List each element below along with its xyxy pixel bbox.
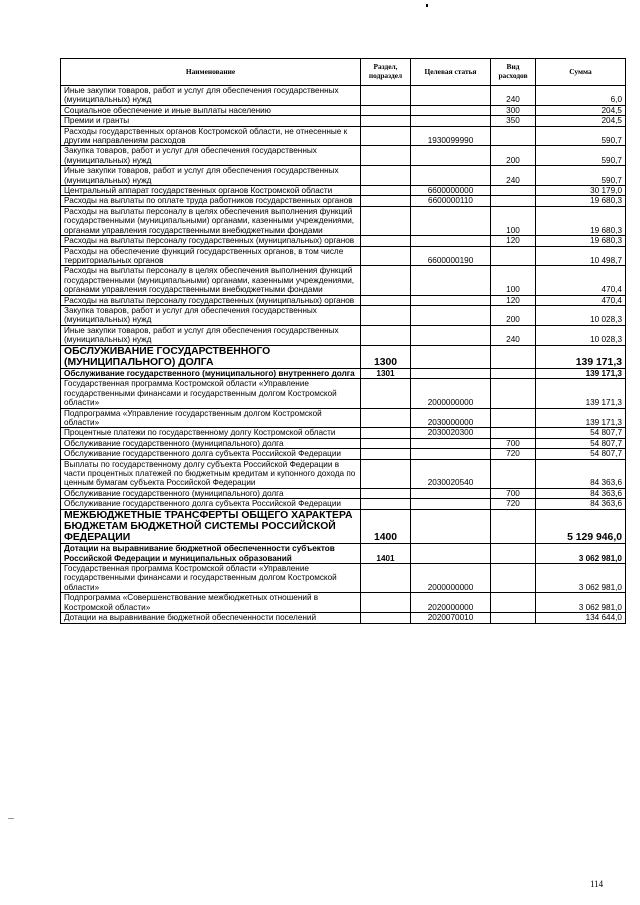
cell-section	[361, 295, 411, 305]
cell-name: Расходы на выплаты персоналу в целях обеспечения выполнения функций государственными (муниципальными) органами, казенными учреждениями, органами управления государственными внебюджетными фондами	[61, 266, 361, 295]
cell-section	[361, 146, 411, 166]
header-target: Целевая статья	[411, 59, 491, 86]
cell-section	[361, 186, 411, 196]
cell-name: Обслуживание государственного долга субъекта Российской Федерации	[61, 449, 361, 459]
cell-target	[411, 449, 491, 459]
cell-target: 2030020300	[411, 428, 491, 438]
table-row	[61, 305, 626, 325]
cell-expense-type: 200	[491, 305, 536, 325]
cell-expense-type: 700	[491, 438, 536, 448]
cell-expense-type	[491, 613, 536, 623]
cell-name: Обслуживание государственного (муниципального) долга	[61, 488, 361, 498]
table-row	[61, 325, 626, 345]
cell-amount: 5 129 946,0	[536, 509, 626, 544]
cell-section	[361, 105, 411, 115]
cell-amount: 84 363,6	[536, 459, 626, 488]
cell-target	[411, 236, 491, 246]
cell-name: Социальное обеспечение и иные выплаты населению	[61, 105, 361, 115]
cell-target	[411, 438, 491, 448]
table-row	[61, 449, 626, 459]
budget-table	[60, 58, 626, 624]
cell-amount: 134 644,0	[536, 613, 626, 623]
cell-section	[361, 325, 411, 345]
cell-amount: 19 680,3	[536, 196, 626, 206]
cell-name: Иные закупки товаров, работ и услуг для обеспечения государственных (муниципальных) нужд	[61, 325, 361, 345]
scan-speck	[426, 4, 428, 7]
table-row	[61, 196, 626, 206]
table-header-row	[61, 59, 626, 86]
cell-expense-type	[491, 126, 536, 146]
cell-target: 6600000190	[411, 246, 491, 266]
cell-section	[361, 408, 411, 428]
table-row	[61, 544, 626, 564]
table-row	[61, 166, 626, 186]
cell-section: 1401	[361, 544, 411, 564]
cell-target	[411, 266, 491, 295]
cell-section	[361, 459, 411, 488]
cell-amount: 10 498,7	[536, 246, 626, 266]
table-row	[61, 379, 626, 408]
cell-target	[411, 499, 491, 509]
cell-amount: 590,7	[536, 146, 626, 166]
cell-expense-type: 100	[491, 266, 536, 295]
table-row	[61, 488, 626, 498]
cell-name: Государственная программа Костромской области «Управление государственными финансами и государственным долгом Костромской области»	[61, 564, 361, 593]
cell-expense-type	[491, 186, 536, 196]
cell-amount: 590,7	[536, 166, 626, 186]
cell-expense-type: 100	[491, 206, 536, 235]
cell-expense-type	[491, 509, 536, 544]
cell-target: 2000000000	[411, 379, 491, 408]
cell-section	[361, 379, 411, 408]
cell-section	[361, 116, 411, 126]
cell-name: Иные закупки товаров, работ и услуг для обеспечения государственных (муниципальных) нужд	[61, 166, 361, 186]
cell-expense-type: 720	[491, 449, 536, 459]
cell-amount: 30 179,0	[536, 186, 626, 196]
cell-section	[361, 499, 411, 509]
cell-expense-type: 200	[491, 146, 536, 166]
cell-amount: 3 062 981,0	[536, 544, 626, 564]
cell-amount: 139 171,3	[536, 408, 626, 428]
cell-name: Процентные платежи по государственному долгу Костромской области	[61, 428, 361, 438]
cell-name: Центральный аппарат государственных органов Костромской области	[61, 186, 361, 196]
cell-expense-type: 240	[491, 325, 536, 345]
table-row	[61, 593, 626, 613]
table-row	[61, 206, 626, 235]
cell-target: 1930099990	[411, 126, 491, 146]
cell-target: 2030020540	[411, 459, 491, 488]
cell-amount: 139 171,3	[536, 368, 626, 378]
cell-expense-type	[491, 408, 536, 428]
header-section: Раздел, подраздел	[361, 59, 411, 86]
cell-amount: 590,7	[536, 126, 626, 146]
cell-amount: 54 807,7	[536, 438, 626, 448]
cell-amount: 54 807,7	[536, 449, 626, 459]
cell-section	[361, 564, 411, 593]
cell-name: Премии и гранты	[61, 116, 361, 126]
table-row	[61, 246, 626, 266]
cell-section	[361, 86, 411, 106]
cell-amount: 204,5	[536, 116, 626, 126]
cell-section: 1301	[361, 368, 411, 378]
table-row	[61, 564, 626, 593]
cell-section	[361, 449, 411, 459]
cell-target	[411, 116, 491, 126]
cell-target	[411, 368, 491, 378]
table-row	[61, 266, 626, 295]
cell-name: Выплаты по государственному долгу субъекта Российской Федерации в части процентных платежей по бюджетным кредитам и купонного дохода по ценным бумагам субъекта Российской Федерации	[61, 459, 361, 488]
cell-name: Расходы на выплаты персоналу государственных (муниципальных) органов	[61, 295, 361, 305]
cell-amount: 84 363,6	[536, 488, 626, 498]
cell-section	[361, 126, 411, 146]
cell-amount: 10 028,3	[536, 305, 626, 325]
cell-name: Государственная программа Костромской области «Управление государственными финансами и государственным долгом Костромской области»	[61, 379, 361, 408]
cell-target	[411, 345, 491, 368]
cell-target	[411, 146, 491, 166]
table-row	[61, 86, 626, 106]
cell-name: Подпрограмма «Управление государственным долгом Костромской области»	[61, 408, 361, 428]
cell-amount: 139 171,3	[536, 379, 626, 408]
cell-name: МЕЖБЮДЖЕТНЫЕ ТРАНСФЕРТЫ ОБЩЕГО ХАРАКТЕРА БЮДЖЕТАМ БЮДЖЕТНОЙ СИСТЕМЫ РОССИЙСКОЙ ФЕДЕРАЦИИ	[61, 509, 361, 544]
table-row	[61, 459, 626, 488]
cell-name: ОБСЛУЖИВАНИЕ ГОСУДАРСТВЕННОГО (МУНИЦИПАЛЬНОГО) ДОЛГА	[61, 345, 361, 368]
cell-expense-type: 350	[491, 116, 536, 126]
cell-name: Расходы на обеспечение функций государственных органов, в том числе территориальных органов	[61, 246, 361, 266]
cell-target	[411, 105, 491, 115]
cell-amount: 19 680,3	[536, 236, 626, 246]
cell-section	[361, 266, 411, 295]
header-amount: Сумма	[536, 59, 626, 86]
cell-target	[411, 166, 491, 186]
table-row	[61, 499, 626, 509]
cell-section	[361, 196, 411, 206]
cell-section	[361, 428, 411, 438]
cell-amount: 19 680,3	[536, 206, 626, 235]
cell-name: Обслуживание государственного (муниципального) внутреннего долга	[61, 368, 361, 378]
scan-margin-mark	[8, 818, 14, 819]
cell-section	[361, 236, 411, 246]
cell-amount: 470,4	[536, 295, 626, 305]
cell-target	[411, 295, 491, 305]
cell-name: Закупка товаров, работ и услуг для обеспечения государственных (муниципальных) нужд	[61, 146, 361, 166]
cell-expense-type: 240	[491, 86, 536, 106]
table-row	[61, 613, 626, 623]
cell-name: Расходы на выплаты по оплате труда работников государственных органов	[61, 196, 361, 206]
cell-name: Подпрограмма «Совершенствование межбюджетных отношений в Костромской области»	[61, 593, 361, 613]
header-expense-type: Вид расходов	[491, 59, 536, 86]
cell-expense-type	[491, 345, 536, 368]
cell-expense-type	[491, 428, 536, 438]
table-row	[61, 105, 626, 115]
cell-section: 1400	[361, 509, 411, 544]
cell-expense-type	[491, 379, 536, 408]
table-row	[61, 345, 626, 368]
cell-section	[361, 206, 411, 235]
cell-section: 1300	[361, 345, 411, 368]
cell-section	[361, 593, 411, 613]
header-name: Наименование	[61, 59, 361, 86]
cell-amount: 10 028,3	[536, 325, 626, 345]
table-row	[61, 116, 626, 126]
table-row	[61, 295, 626, 305]
cell-expense-type	[491, 564, 536, 593]
cell-section	[361, 246, 411, 266]
cell-target	[411, 488, 491, 498]
table-row	[61, 428, 626, 438]
cell-section	[361, 305, 411, 325]
cell-name: Расходы на выплаты персоналу в целях обеспечения выполнения функций государственными (муниципальными) органами, казенными учреждениями, органами управления государственными внебюджетными фондами	[61, 206, 361, 235]
cell-expense-type: 120	[491, 236, 536, 246]
cell-amount: 139 171,3	[536, 345, 626, 368]
table-row	[61, 236, 626, 246]
document-page	[60, 58, 625, 624]
cell-amount: 54 807,7	[536, 428, 626, 438]
cell-name: Закупка товаров, работ и услуг для обеспечения государственных (муниципальных) нужд	[61, 305, 361, 325]
table-row	[61, 408, 626, 428]
cell-amount: 204,5	[536, 105, 626, 115]
cell-target	[411, 86, 491, 106]
cell-expense-type: 240	[491, 166, 536, 186]
cell-expense-type	[491, 196, 536, 206]
cell-amount: 470,4	[536, 266, 626, 295]
table-row	[61, 509, 626, 544]
cell-expense-type	[491, 368, 536, 378]
cell-amount: 3 062 981,0	[536, 564, 626, 593]
cell-expense-type: 720	[491, 499, 536, 509]
cell-name: Обслуживание государственного долга субъекта Российской Федерации	[61, 499, 361, 509]
cell-name: Иные закупки товаров, работ и услуг для обеспечения государственных (муниципальных) нужд	[61, 86, 361, 106]
cell-target: 2020070010	[411, 613, 491, 623]
page-number: 114	[590, 879, 604, 889]
cell-target: 2020000000	[411, 593, 491, 613]
cell-target: 6600000000	[411, 186, 491, 196]
cell-target: 2000000000	[411, 564, 491, 593]
cell-target	[411, 206, 491, 235]
cell-expense-type: 300	[491, 105, 536, 115]
cell-expense-type	[491, 593, 536, 613]
cell-expense-type	[491, 459, 536, 488]
table-row	[61, 368, 626, 378]
cell-expense-type: 120	[491, 295, 536, 305]
table-row	[61, 126, 626, 146]
cell-amount: 3 062 981,0	[536, 593, 626, 613]
cell-name: Расходы государственных органов Костромской области, не отнесенные к другим направлениям расходов	[61, 126, 361, 146]
cell-target	[411, 305, 491, 325]
cell-amount: 84 363,6	[536, 499, 626, 509]
cell-section	[361, 166, 411, 186]
cell-target	[411, 325, 491, 345]
cell-section	[361, 488, 411, 498]
cell-section	[361, 438, 411, 448]
cell-expense-type	[491, 246, 536, 266]
table-row	[61, 186, 626, 196]
cell-expense-type: 700	[491, 488, 536, 498]
table-row	[61, 146, 626, 166]
cell-target	[411, 509, 491, 544]
cell-name: Обслуживание государственного (муниципального) долга	[61, 438, 361, 448]
cell-target	[411, 544, 491, 564]
cell-section	[361, 613, 411, 623]
cell-target: 2030000000	[411, 408, 491, 428]
cell-name: Дотации на выравнивание бюджетной обеспеченности субъектов Российской Федерации и муниципальных образований	[61, 544, 361, 564]
cell-name: Дотации на выравнивание бюджетной обеспеченности поселений	[61, 613, 361, 623]
table-row	[61, 438, 626, 448]
cell-name: Расходы на выплаты персоналу государственных (муниципальных) органов	[61, 236, 361, 246]
cell-amount: 6,0	[536, 86, 626, 106]
cell-target: 6600000110	[411, 196, 491, 206]
cell-expense-type	[491, 544, 536, 564]
